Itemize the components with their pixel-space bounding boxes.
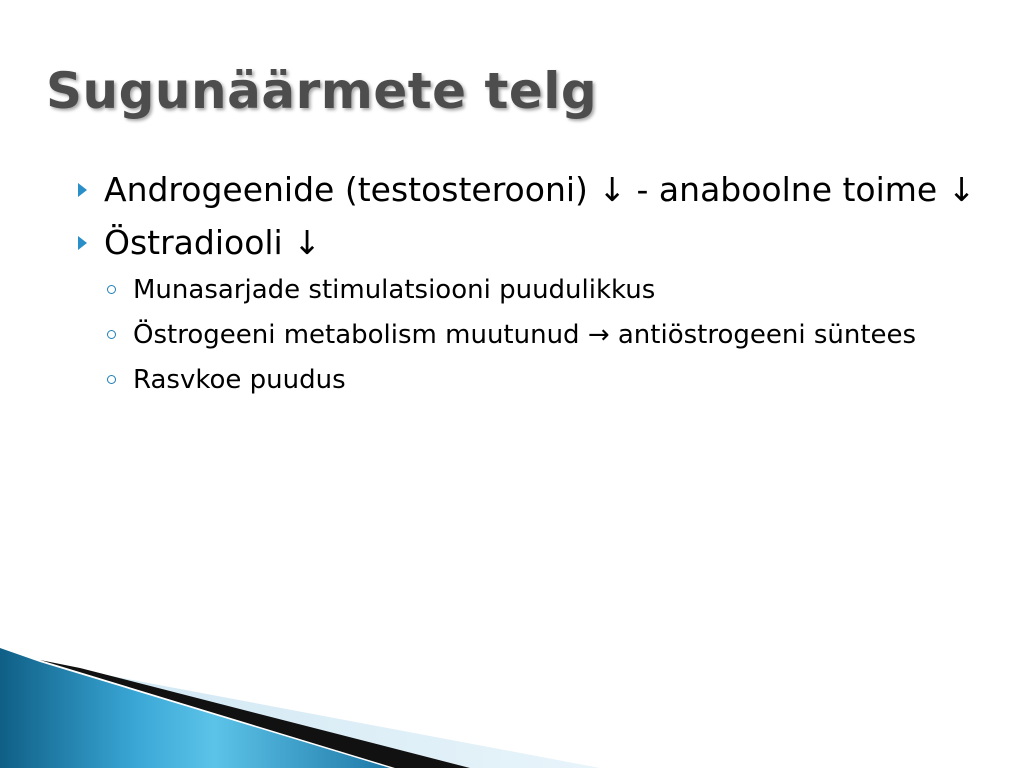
circle-bullet-icon — [107, 330, 116, 339]
estradiol-subitems — [76, 272, 976, 399]
circle-bullet-icon — [107, 285, 116, 294]
bullet-text: Östradiooli ↓ — [104, 223, 321, 262]
triangle-bullet-icon — [78, 183, 87, 197]
subitem-estrogen-metabolism — [104, 317, 976, 354]
bullet-text: Androgeenide (testosterooni) ↓ - anaboolne toime ↓ — [104, 170, 976, 209]
bullet-androgens — [76, 168, 976, 212]
slide-title: Sugunäärmete telg — [46, 62, 598, 120]
slide-body — [76, 168, 976, 407]
subitem-text: Rasvkoe puudus — [133, 365, 346, 395]
subitem-text: Munasarjade stimulatsiooni puudulikkus — [133, 275, 656, 305]
subitem-fat-tissue — [104, 362, 976, 399]
circle-bullet-icon — [107, 375, 116, 384]
subitem-text: Östrogeeni metabolism muutunud → antiöstrogeeni süntees — [133, 320, 917, 350]
bullet-estradiol — [76, 221, 976, 265]
footer-blue-band — [0, 648, 390, 768]
subitem-ovarian-stimulation — [104, 272, 976, 309]
triangle-bullet-icon — [78, 236, 87, 250]
